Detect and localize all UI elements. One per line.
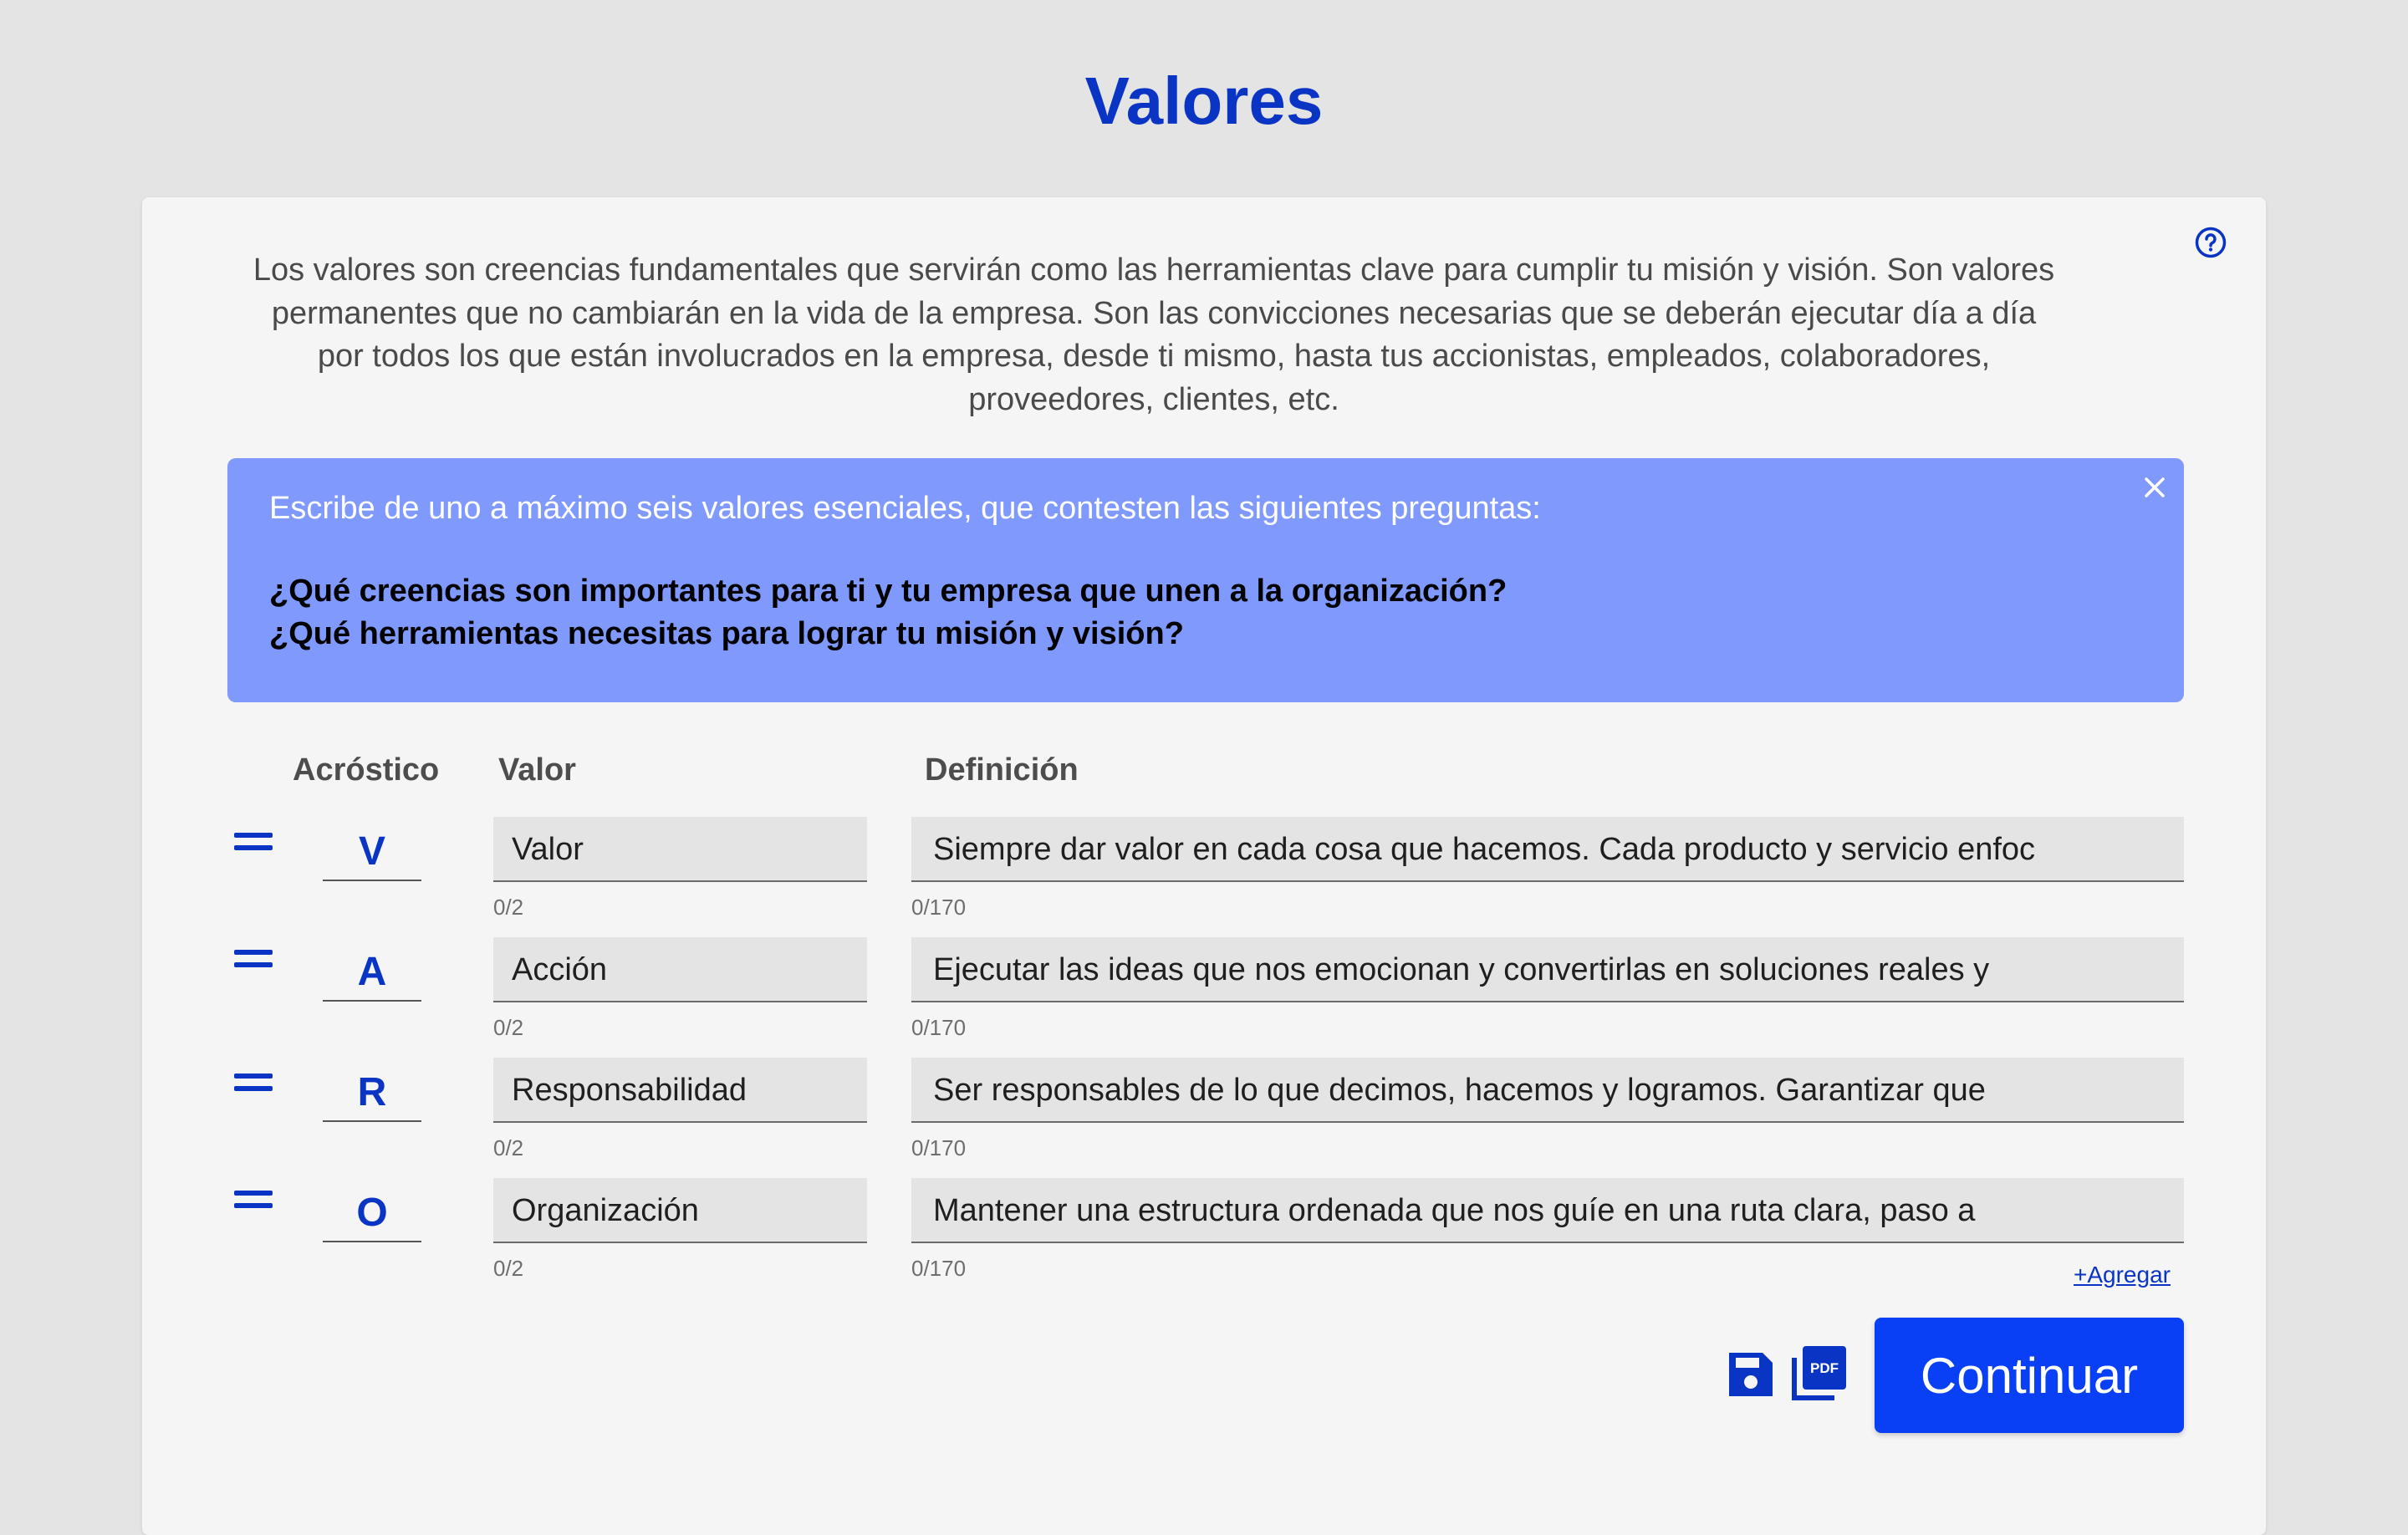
acrostic-letter[interactable]: V [323, 818, 421, 881]
help-icon[interactable] [2194, 226, 2227, 259]
svg-text:PDF: PDF [1810, 1360, 1839, 1376]
definition-counter: 0/170 [911, 895, 967, 920]
value-counter: 0/2 [493, 895, 524, 920]
value-input[interactable]: Responsabilidad [493, 1058, 867, 1123]
drag-handle-icon[interactable] [234, 833, 273, 854]
info-questions [269, 570, 1507, 655]
definition-input[interactable]: Mantener una estructura ordenada que nos guíe en una ruta clara, paso a [911, 1178, 2184, 1243]
definition-counter: 0/170 [911, 1256, 967, 1281]
page-title: Valores [1084, 64, 1324, 138]
info-question-1: ¿Qué creencias son importantes para ti y tu empresa que unen a la organización? [269, 574, 1508, 609]
value-counter: 0/2 [493, 1015, 524, 1040]
value-counter: 0/2 [493, 1256, 524, 1281]
header-value: Valor [498, 752, 576, 788]
drag-handle-icon[interactable] [234, 1191, 273, 1212]
value-input[interactable]: Acción [493, 937, 867, 1002]
continue-button[interactable]: Continuar [1875, 1318, 2184, 1433]
add-value-link[interactable]: +Agregar [2074, 1262, 2171, 1288]
acrostic-letter[interactable]: A [323, 938, 421, 1002]
value-input[interactable]: Valor [493, 817, 867, 882]
drag-handle-icon[interactable] [234, 1073, 273, 1095]
header-definition: Definición [925, 752, 1079, 788]
definition-counter: 0/170 [911, 1015, 967, 1040]
drag-handle-icon[interactable] [234, 950, 273, 971]
info-text: Escribe de uno a máximo seis valores esenciales, que contesten las siguientes preguntas: [269, 491, 1541, 526]
pdf-icon[interactable] [1791, 1344, 1848, 1401]
definition-input[interactable]: Ejecutar las ideas que nos emocionan y convertirlas en soluciones reales y [911, 937, 2184, 1002]
definition-input[interactable]: Ser responsables de lo que decimos, hacemos y logramos. Garantizar que [911, 1058, 2184, 1123]
acrostic-letter[interactable]: R [323, 1058, 421, 1122]
header-acrostic: Acróstico [293, 752, 440, 788]
intro-text: Los valores son creencias fundamentales que servirán como las herramientas clave para cumplir tu misión y visión. Son valores permanentes que no cambiarán en la vida de la empresa. Son las convicciones necesarias que se deberán ejecutar día a día por todos los que están involucrados en la empresa, desde ti mismo, hasta tus accionistas, empleados, colaboradores, proveedores, clientes, etc. [253, 252, 2055, 417]
value-counter: 0/2 [493, 1135, 524, 1160]
definition-counter: 0/170 [911, 1135, 967, 1160]
save-icon[interactable] [1726, 1349, 1776, 1400]
definition-input[interactable]: Siempre dar valor en cada cosa que hacemos. Cada producto y servicio enfoc [911, 817, 2184, 882]
acrostic-letter[interactable]: O [323, 1179, 421, 1242]
info-question-2: ¿Qué herramientas necesitas para lograr tu misión y visión? [269, 616, 1184, 651]
close-icon[interactable] [2140, 473, 2169, 502]
value-input[interactable]: Organización [493, 1178, 867, 1243]
